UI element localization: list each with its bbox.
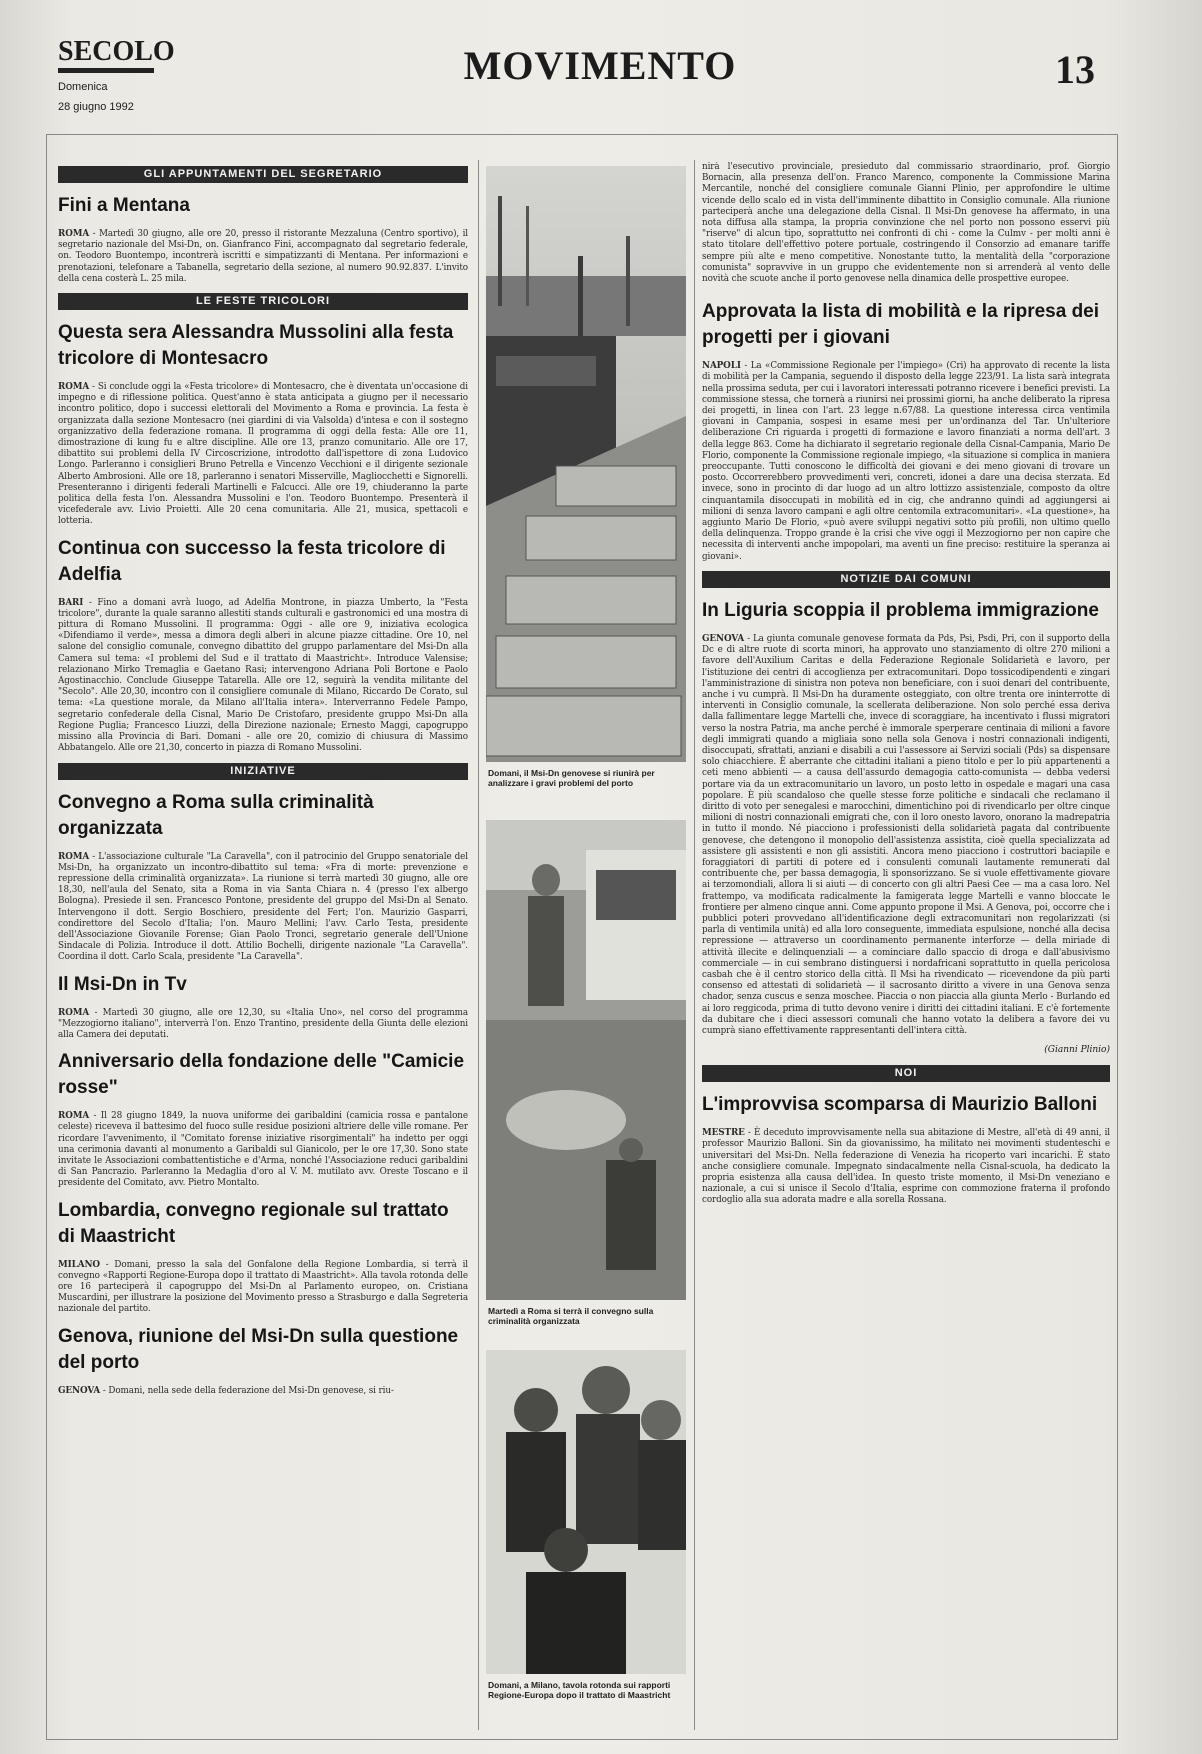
article-body: ROMA - Martedì 30 giugno, alle ore 12,30, su «Italia Uno», nel corso del programma "Mezzogiorno italiano", interverrà l'on. Enzo Trantino, presidente della Giunta delle elezioni alla Camera dei deputati. (58, 1007, 468, 1040)
headline: Genova, riunione del Msi-Dn sulla questione del porto (58, 1325, 459, 1373)
headline: Lombardia, convegno regionale sul trattato di Maastricht (58, 1199, 449, 1247)
headline: L'improvvisa scomparsa di Maurizio Balloni (702, 1094, 1098, 1116)
article-body: MILANO - Domani, presso la sala del Gonfalone della Regione Lombardia, si terrà il convegno «Rapporti Regione-Europa dopo il trattato di Maastricht». Alla tavola rotonda delle ore 16 parteciperà il capogruppo del Msi-Dn al Parlamento europeo, on. Cristiana Muscardini, per illustrare la posizione del Movimento presso a Strasburgo e dalla Segreteria nazionale del partito. (58, 1259, 468, 1315)
page-number: 13 (1055, 47, 1095, 92)
column-divider (478, 160, 479, 1730)
article-body: MESTRE - È deceduto improvvisamente nella sua abitazione di Mestre, all'età di 49 anni, il professor Maurizio Balloni. Sin da giovanissimo, ha militato nei movimenti studenteschi e universitari del Msi-Dn. Nella federazione di Venezia ha ricoperto vari incarichi. È stato anche consigliere comunale. Impegnato sindacalmente nella Cisnal-scuola, ha dedicato la propria esistenza alla causa dell'idea. In questo triste momento, il Msi-Dn veneziano e nazionale, a cui si unisce il Secolo d'Italia, esprime con commozione fraterna il profondo cordoglio alla sua adorata madre e alla sorella Rossana. (702, 1128, 1110, 1206)
headline: Questa sera Alessandra Mussolini alla festa tricolore di Montesacro (58, 322, 454, 370)
headline: In Liguria scoppia il problema immigrazione (702, 599, 1099, 621)
article-body: nirà l'esecutivo provinciale, presieduto dal commissario straordinario, prof. Giorgio Bornacin, alla presenza dell'on. Franco Marenco, componente la Commissione Marina Mercantile, nonché del consigliere comunale Gianni Plinio, per approfondire le ultime vicende dello scalo ed in vista dell'imminente dibattito in Consiglio comunale. Alla riunione parteciperà anche una delegazione della Cisnal. Il Msi-Dn genovese ha affermato, in una nota diffusa alla stampa, la propria convinzione che nel porto non possono esservi più "riserve" di alcun tipo, soprattutto nei confronti di chi - come la Culmv - per molti anni è stato titolare dell'effettivo potere portuale, costringendo il Consorzio ad emanare tariffe sempre più alte e meno competitive. Nonostante tutto, la mentalità della "corporazione comunista" sopravvive in un gruppo che evidentemente non si arrenderà al vento delle novità che scuote anche il porto genovese nella dinamica delle prospettive europee. (702, 162, 1110, 285)
port-photo (486, 166, 686, 762)
newspaper-logo (58, 38, 175, 113)
article (58, 166, 468, 285)
article (58, 1049, 468, 1189)
article-body: GENOVA - La giunta comunale genovese formata da Pds, Psi, Psdi, Pri, con il supporto della Dc e di altre ruote di scorta minori, ha approvato uno stanziamento di oltre 270 milioni a favore dell'Auxilium Caritas e della Federazione Regionale Solidarietà e lavoro, per l'istituzione dei centri di accoglienza per extracomunitari. Dopo tossicodipendenti e zingari l'amministrazione di sinistra non poteva non beneficiare, con i suoi denari del contribuente, anche i vu cumprà. Il Msi-Dn ha duramente osteggiato, con oltre trenta ore ininterrotte di interventi in Consiglio comunale, la scellerata deliberazione. Non solo perché essa deriva dalla fallimentare legge Martelli che, invece di scoraggiare, ha incentivato i flussi migratori verso la nostra Patria, ma anche perché è immorale sperperare centinaia di milioni a favore degli immigrati quando a migliaia sono nella sola Genova i nostri connazionali indigenti, disoccupati, sfrattati, anziani e disabili a cui l'assessore ai Servizi sociali (Pds) sa dispensare solo chiacchiere. È aberrante che cittadini italiani a pieno titolo e per lo più appartenenti a ceti meno abbienti — a causa dell'assurdo demagogia catto-comunista — debba vedersi portare via da un extracomunitario un lavoro, un posto letto in ospedale e magari una casa popolare. È più scandaloso che quelle stesse forze politiche e sindacali che reclamano il diritto di voto per senegalesi e marocchini, dimentichino poi di rivendicarlo per oltre cinque milioni di nostri connazionali emigrati che, con il loro onesto lavoro, onorano la madrepatria in tutto il mondo. Né piacciono i professionisti della solidarietà pagata dal contribuente genovese, che detengono il monopolio dell'assistenza assistita, cioè quella specializzata ad assistere gli assistenti e non gli assistiti. Ancora meno piacciono i costruttori baciapile e foraggiatori di partiti di potere ed i consulenti comunali lautamente remunerati dal contribuente che, per bassa demagogia, li sponsorizzano. Se si vuole effettivamente giovare ai terzomondiali, allora li si aiuti — di concerto con gli altri Paesi Cee — ma a casa loro. Nel frattempo, va modificata radicalmente la famigerata legge Martelli e vanno bloccate le frontiere per almeno cinque anni. Come appunto propone il Msi. A Genova, poi, occorre che i pubblici poteri provvedano all'identificazione degli extracomunitari non regolarizzati (si parla di ventimila unità) ed alla loro conseguente, immediata espulsione, nonché alla decisa repressione — attraverso un coordinamento permanente interforze — della miriade di attività illecite e delinquenziali — a cominciare dallo spaccio di droga e dall'abusivismo commerciale — in cui sembrano distinguersi i nordafricani soprattutto in quella pericolosa casbah che è il centro storico della città. Il Msi ha rivendicato — ricevendone da più parti consenso ed attestati di solidarietà — il sacrosanto diritto a vivere in una Genova senza chador, senza cuscus e senza moschee. Piaccia o non piaccia alla giunta Merlo - Burlando ed ai loro reggicoda, prima di tutto devono venire i diritti dei cittadini italiani. E c'è fortemente da dubitare che i dieci assessori comunali che hanno votato la delibera a favore dei vu cumprà siano effettivamente rappresentanti dell'intera città. (702, 633, 1110, 1036)
headline: Approvata la lista di mobilità e la ripresa dei progetti per i giovani (702, 301, 1100, 349)
headline: Continua con successo la festa tricolore di Adelfia (58, 537, 446, 585)
photo-caption: Domani, a Milano, tavola rotonda sui rapporti Regione-Europa dopo il trattato di Maastricht (488, 1680, 671, 1700)
people-photo (486, 1350, 686, 1674)
article (58, 972, 468, 1042)
article (702, 571, 1110, 1055)
headline: Fini a Mentana (58, 195, 190, 216)
article (58, 763, 468, 964)
article-body: GENOVA - Domani, nella sede della federazione del Msi-Dn genovese, si riu- (58, 1385, 394, 1396)
right-column (702, 162, 1110, 1742)
article-body: ROMA - L'associazione culturale "La Caravella", con il patrocinio del Gruppo senatoriale del Msi-Dn, ha organizzato un incontro-dibattito sul tema: «Fra di morte: prevenzione e repressione della criminalità organizzata». La riunione si terrà martedì 30 giugno, alle ore 18,30, nell'aula del Senato, sita a Roma in via Santa Chiara n. 4 (presso l'ex albergo Bologna). Presiede il sen. Francesco Pontone, presidente del gruppo del Msi-Dn al Senato. Intervengono il dott. Sergio Boschiero, presidente del Fert; l'on. Maurizio Gasparri, condirettore del Secolo d'Italia; l'on. Mauro Mellini; l'avv. Carlo Testa, presidente dell'Associazione Giovanile Forense; Gian Paolo Tronci, segretario generale dell'Unione Sindacale di Polizia. Introduce il dott. Attilio Bochelli, dirigente nazionale "La Caravella". Coordina il dott. Carlo Scala, presidente "La Caravella". (58, 851, 468, 963)
meeting-photo (486, 820, 686, 1300)
article-body: ROMA - Il 28 giugno 1849, la nuova uniforme dei garibaldini (camicia rossa e pantalone celeste) riceveva il battesimo del fuoco sulle residue posizioni altriere delle ville romane. Per ricordare l'avvenimento, il "Comitato forense iniziative risorgimentali" ha indetto per oggi una cerimonia davanti al monumento a Garibaldi sul Gianicolo, per le ore 17,30. Sono state invitate le Associazioni combattentistiche e d'Arma, nonché l'Associazione reduci garibaldini di San Pancrazio. Parleranno la Medaglia d'oro al V. M. mutilato avv. Oreste Toscano e il presidente del Comitato, avv. Pietro Montalto. (58, 1111, 468, 1189)
headline: Il Msi-Dn in Tv (58, 973, 187, 995)
logo-name: SECOLO (58, 36, 175, 67)
article (702, 162, 1110, 285)
kicker: LE FESTE TRICOLORI (58, 293, 468, 310)
article (58, 293, 468, 528)
photo-caption: Martedì a Roma si terrà il convegno sulla criminalità organizzata (488, 1306, 654, 1326)
logo-rule (58, 68, 154, 73)
article-body: NAPOLI - La «Commissione Regionale per l'impiego» (Cri) ha approvato di recente la lista di mobilità per la Campania, seguendo il disposto della legge 223/91. La lista sarà integrata nella prossima seduta, per cui i lavoratori interessati potranno ricevere i benefici previsti. La commissione stessa, che tornerà a riunirsi nei prossimi giorni, ha anche deliberato la ripresa dei progetti, in linea con l'art. 23 legge n.67/88. La questione interessa circa ventimila giovani in Campania, sospesi in esame mesi per un'ordinanza del Tar. Un'ulteriore deliberazione Cri riguarda i progetti di formazione e lavoro finanziati a norma dell'art. 3 della legge 863. Come ha dichiarato il segretario regionale della Cisnal-Campania, Mario De Florio, componente la Commissione regionale impiego, «la situazione si complica in maniera preoccupante. Tutti conoscono le difficoltà dei giovani e dei meno giovani di trovare un posto. Occorrerebbero provvedimenti veri, concreti, idonei a dare una decisa sterzata. Ed invece, sono in procinto di dar luogo ad un altro lottizzo assistenziale, composto da oltre cinquantamila disoccupati in mobilità ed in cig, che andranno quindi ad aggiungersi ai milioni di senza lavoro campani e agli oltre centomila extracomunitari». «La questione», ha aggiunto Mario De Florio, «può avere sviluppi negativi sotto più profili, non ultimo quello della delinquenza. Troppo grande è la crisi che vive oggi il Mezzogiorno per non capire che necessita di interventi anche impopolari, ma aventi un fine preciso: restituire la speranza ai giovani». (702, 361, 1110, 562)
byline: (Gianni Plinio) (1044, 1045, 1110, 1056)
kicker: GLI APPUNTAMENTI DEL SEGRETARIO (58, 166, 468, 183)
kicker: NOI (702, 1065, 1110, 1082)
section-title: MOVIMENTO (463, 43, 737, 88)
headline: Convegno a Roma sulla criminalità organizzata (58, 791, 374, 839)
article-body: ROMA - Martedì 30 giugno, alle ore 20, presso il ristorante Mezzaluna (Centro sportivo), il segretario nazionale del Msi-Dn, on. Gianfranco Fini, accompagnato dal segretario federale, on. Teodoro Buontempo, incontrerà iscritti e simpatizzanti di Mentana. Per informazioni e prenotazioni, telefonare a Tabanella, segretario della sezione, al numero 90.92.837. L'invito della cena costerà L. 25 mila. (58, 229, 468, 284)
kicker: INIZIATIVE (58, 763, 468, 780)
headline: Anniversario della fondazione delle "Camicie rosse" (58, 1051, 465, 1099)
issue-date: 28 giugno 1992 (58, 101, 134, 113)
kicker: NOTIZIE DAI COMUNI (702, 571, 1110, 588)
article-body: ROMA - Si conclude oggi la «Festa tricolore» di Montesacro, che è diventata un'occasione di impegno e di riflessione politica. Quest'anno è stata anticipata a giugno per il necessario incontro politico, dopo i successi elettorali del Movimento a Roma e provincia. La festa è organizzata dalla sezione Montesacro (nei giardini di via Valsolda) d'intesa e con il sostegno organizzativo della federazione romana. Il programma di oggi della festa: Alle ore 11, dimostrazione di kung fu e altre discipline. Alle ore 13, pranzo comunitario. Alle ore 17, dibattito sui problemi della IV Circoscrizione, introdotto dall'ispettore di zona Ludovico Longo. Parleranno i consiglieri Bruno Petrella e Vincenzo Vecchioni e il dirigente sezionale Alberto Ambrosioni. Alle ore 18, parleranno i senatori Misserville, Magliocchetti e Signorelli. Presenteranno i dirigenti federali Martinelli e Falcucci. Alle ore 19, chiuderanno la parte politica della festa l'on. Alessandra Mussolini e l'on. Teodoro Buontempo. Presenterà il vicefederale avv. Livio Proietti. Alle 20 cena comunitaria. Alle 21, musica, spettacoli e lotteria. (58, 382, 468, 527)
article (58, 1198, 468, 1316)
article (58, 1324, 468, 1397)
column-divider (694, 160, 695, 1730)
article (702, 299, 1110, 563)
article (58, 536, 468, 755)
left-column (58, 162, 468, 1742)
article (702, 1065, 1110, 1206)
article-body: BARI - Fino a domani avrà luogo, ad Adelfia Montrone, in piazza Umberto, la "Festa tricolore", durante la quale saranno allestiti stands culturali e gastronomici ed una mostra di pittura di Romano Mussolini. Il programma: Oggi - alle ore 9, iniziativa ecologica «Difendiamo il verde», messa a dimora degli alberi in alcune piazze cittadine. Ore 10, nel salone del consiglio comunale, convegno dibattito del gruppo parlamentare del Msi-Dn alla Camera sul tema: «I problemi del Sud e il trattato di Maastricht». Introduce Valensise; relazionano Mirko Tremaglia e Gaetano Rasi; intervengono Adriana Poli Bortone e Paolo Agostinacchio. Conclude Giuseppe Tatarella. Alle ore 12, seguirà la vendita militante del "Secolo". Alle 20,30, incontro con il consigliere comunale di Milano, Riccardo De Corato, sul tema: «La questione morale, da Milano all'Italia intera». Interverranno Fedele Pampo, segretario confederale della Cisnal, Mario De Cristofaro, presidente gruppo Msi-Dn alla Regione Puglia; Francesco Liuzzi, della Direzione nazionale; Ernesto Maggi, capogruppo missino alla Provincia di Bari. Domani - alle ore 20, comizio di chiusura di Massimo Abbatangelo. Alle ore 21,30, concerto in piazza di Romano Mussolini. (58, 597, 468, 754)
photo-caption: Domani, il Msi-Dn genovese si riunirà per analizzare i gravi problemi del porto (488, 768, 655, 788)
issue-day: Domenica (58, 81, 108, 93)
